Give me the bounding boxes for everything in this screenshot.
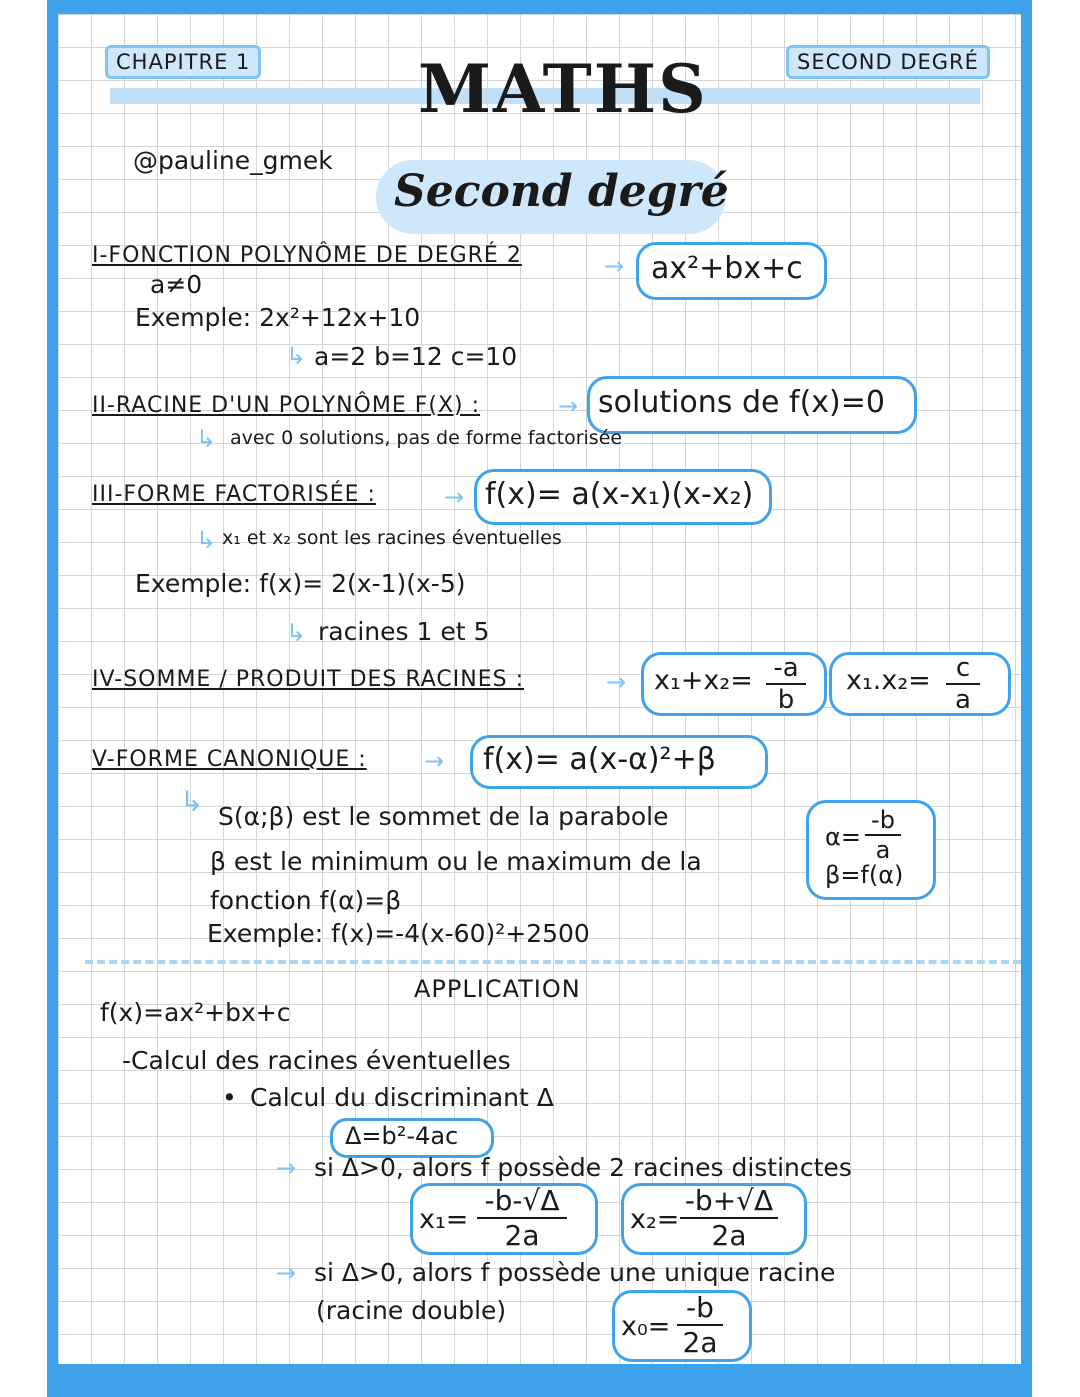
- arrow-turn-icon: ↳: [180, 785, 204, 818]
- arrow-right-icon: →: [606, 668, 627, 696]
- x1-lhs: x₁=: [419, 1204, 469, 1235]
- solutions-box: [587, 376, 917, 434]
- topic-tag: SECOND DEGRÉ: [786, 45, 990, 79]
- section-2-note: avec 0 solutions, pas de forme factorisée: [230, 427, 623, 449]
- x0-fraction: [677, 1291, 723, 1359]
- x1-denominator: 2a: [504, 1219, 540, 1252]
- x2-box: [621, 1183, 807, 1255]
- step-text: -Calcul des racines éventuelles: [122, 1046, 511, 1075]
- x2-fraction: [680, 1184, 778, 1252]
- x0-lhs: x₀=: [621, 1311, 671, 1342]
- delta-box: [330, 1118, 494, 1158]
- section-3-heading: III-FORME FACTORISÉE :: [92, 482, 376, 507]
- sum-denominator: b: [777, 685, 795, 715]
- formula-text: ax²+bx+c: [651, 251, 803, 286]
- alpha-beta-box: [806, 800, 936, 900]
- arrow-right-icon: →: [444, 483, 465, 511]
- coefficients-text: a=2 b=12 c=10: [314, 342, 518, 371]
- factorized-box: [474, 469, 772, 525]
- sum-box: [641, 652, 827, 716]
- product-box: [829, 652, 1011, 716]
- page-subtitle: Second degré: [394, 166, 729, 217]
- formula-box: [636, 242, 827, 300]
- arrow-right-icon: →: [604, 252, 625, 280]
- arrow-right-icon: →: [424, 747, 445, 775]
- section-4-heading: IV-SOMME / PRODUIT DES RACINES :: [92, 667, 524, 692]
- alpha-denominator: a: [875, 836, 891, 864]
- sum-fraction: [766, 653, 806, 715]
- delta-text: Δ=b²-4ac: [345, 1122, 459, 1150]
- example-5: Exemple: f(x)=-4(x-60)²+2500: [207, 919, 590, 948]
- bullet-text: Calcul du discriminant Δ: [250, 1083, 554, 1112]
- canonical-box: [470, 735, 768, 789]
- x1-numerator: -b-√Δ: [477, 1184, 567, 1219]
- case-2-note: (racine double): [316, 1296, 507, 1325]
- arrow-turn-icon: ↳: [286, 619, 307, 647]
- divider: [85, 960, 1021, 964]
- chapter-tag: CHAPITRE 1: [105, 45, 261, 79]
- alpha-lhs: α=: [825, 823, 861, 851]
- arrow-turn-icon: ↳: [196, 526, 217, 554]
- factorized-text: f(x)= a(x-x₁)(x-x₂): [485, 477, 754, 512]
- x0-box: [612, 1290, 752, 1362]
- vertex-text: S(α;β) est le sommet de la parabole: [218, 802, 669, 831]
- roots-text: racines 1 et 5: [318, 617, 490, 646]
- alpha-numerator: -b: [865, 806, 901, 836]
- beta-text: β=f(α): [825, 861, 904, 889]
- example-1: Exemple: 2x²+12x+10: [135, 303, 421, 332]
- bullet-icon: •: [222, 1083, 237, 1112]
- arrow-right-icon: →: [276, 1154, 297, 1182]
- arrow-turn-icon: ↳: [196, 425, 217, 453]
- function-text: f(x)=ax²+bx+c: [100, 998, 291, 1027]
- author-handle: @pauline_gmek: [133, 146, 333, 175]
- x0-denominator: 2a: [682, 1326, 718, 1359]
- x2-numerator: -b+√Δ: [680, 1184, 778, 1219]
- product-fraction: [946, 653, 980, 715]
- case-1-text: si Δ>0, alors f possède 2 racines distinctes: [314, 1153, 852, 1182]
- extremum-text-2: fonction f(α)=β: [210, 886, 402, 915]
- section-2-heading: II-RACINE D'UN POLYNÔME F(X) :: [92, 393, 481, 418]
- product-denominator: a: [955, 685, 971, 715]
- sum-numerator: -a: [766, 653, 806, 685]
- product-numerator: c: [946, 653, 980, 685]
- x1-box: [410, 1183, 598, 1255]
- application-title: APPLICATION: [414, 975, 581, 1003]
- product-lhs: x₁.x₂=: [846, 665, 931, 696]
- condition-text: a≠0: [150, 270, 203, 299]
- page-title: MATHS: [418, 50, 708, 128]
- example-3: Exemple: f(x)= 2(x-1)(x-5): [135, 569, 466, 598]
- x0-numerator: -b: [677, 1291, 723, 1326]
- section-1-heading: I-FONCTION POLYNÔME DE DEGRÉ 2: [92, 243, 522, 268]
- arrow-right-icon: →: [276, 1259, 297, 1287]
- section-3-note: x₁ et x₂ sont les racines éventuelles: [222, 527, 562, 549]
- extremum-text: β est le minimum ou le maximum de la: [210, 847, 702, 876]
- x2-denominator: 2a: [711, 1219, 747, 1252]
- x1-fraction: [477, 1184, 567, 1252]
- arrow-right-icon: →: [558, 392, 579, 420]
- section-5-heading: V-FORME CANONIQUE :: [92, 747, 367, 772]
- canonical-text: f(x)= a(x-α)²+β: [483, 742, 716, 777]
- alpha-fraction: [865, 806, 901, 864]
- x2-lhs: x₂=: [630, 1204, 680, 1235]
- arrow-turn-icon: ↳: [286, 342, 307, 370]
- sum-lhs: x₁+x₂=: [654, 665, 753, 696]
- solutions-text: solutions de f(x)=0: [598, 385, 885, 420]
- case-2-text: si Δ>0, alors f possède une unique racine: [314, 1258, 836, 1287]
